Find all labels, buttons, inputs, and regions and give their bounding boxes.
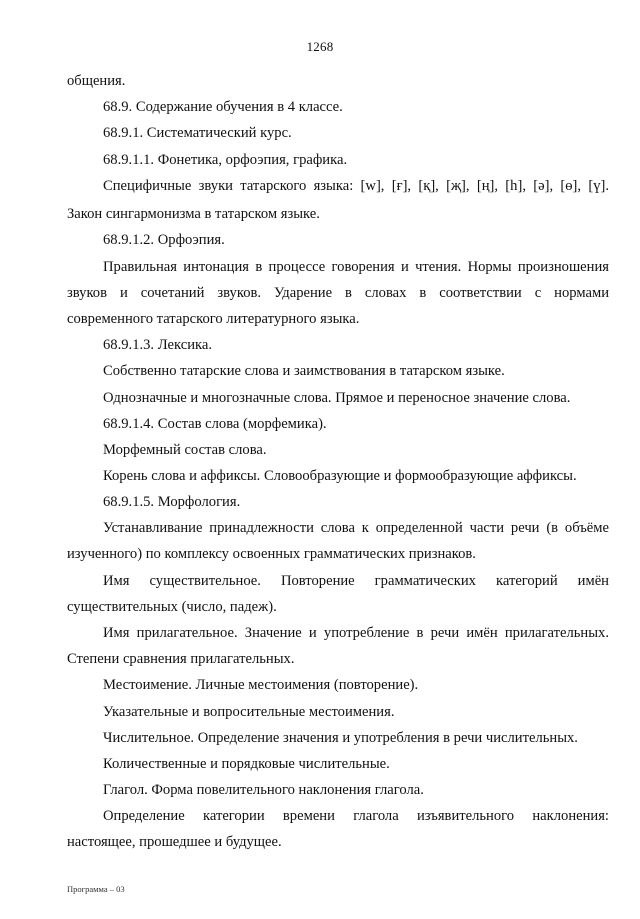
text-line: звуков и сочетаний звуков. Ударение в словах в соответствии с нормами (67, 285, 609, 301)
text-line: Однозначные и многозначные слова. Прямое и переносное значение слова. (103, 390, 571, 406)
text-line: Количественные и порядковые числительные. (103, 756, 390, 772)
text-line: Специфичные звуки татарского языка: [w], [ғ], [қ], [җ], [ң], [һ], [ә], [ө], [ү]. (103, 178, 609, 194)
text-line: Устанавливание принадлежности слова к определенной части речи (в объёме (103, 520, 609, 536)
text-line: Числительное. Определение значения и употребления в речи числительных. (103, 730, 578, 746)
text-line: Имя существительное. Повторение грамматических категорий имён (103, 573, 609, 589)
text-line: Собственно татарские слова и заимствования в татарском языке. (103, 363, 505, 379)
page-number: 1268 (306, 39, 334, 54)
text-line: Правильная интонация в процессе говорения и чтения. Нормы произношения (103, 259, 609, 275)
text-line: современного татарского литературного языка. (67, 311, 360, 327)
page-footer: Программа – 03 (67, 884, 125, 894)
section-heading: 68.9. Содержание обучения в 4 классе. (103, 99, 343, 115)
section-heading: 68.9.1.4. Состав слова (морфемика). (103, 416, 327, 432)
text-line: Глагол. Форма повелительного наклонения глагола. (103, 782, 424, 798)
text-line: Местоимение. Личные местоимения (повторение). (103, 677, 419, 693)
section-heading: 68.9.1.3. Лексика. (103, 337, 213, 353)
text-line: существительных (число, падеж). (67, 599, 277, 615)
text-line: Закон сингармонизма в татарском языке. (67, 206, 320, 222)
text-line: Морфемный состав слова. (103, 442, 267, 458)
section-heading: 68.9.1.1. Фонетика, орфоэпия, графика. (103, 152, 348, 168)
section-heading: 68.9.1. Систематический курс. (103, 125, 292, 141)
text-line: Указательные и вопросительные местоимения. (103, 704, 395, 720)
text-line: Имя прилагательное. Значение и употребление в речи имён прилагательных. (103, 625, 609, 641)
text-line: Степени сравнения прилагательных. (67, 651, 295, 667)
section-heading: 68.9.1.5. Морфология. (103, 494, 241, 510)
text-line: общения. (67, 73, 126, 89)
text-line: настоящее, прошедшее и будущее. (67, 834, 282, 850)
text-line: изученного) по комплексу освоенных грамматических признаков. (67, 546, 476, 562)
text-line: Корень слова и аффиксы. Словообразующие и формообразующие аффиксы. (103, 468, 577, 484)
section-heading: 68.9.1.2. Орфоэпия. (103, 232, 225, 248)
text-line: Определение категории времени глагола изъявительного наклонения: (103, 808, 609, 824)
